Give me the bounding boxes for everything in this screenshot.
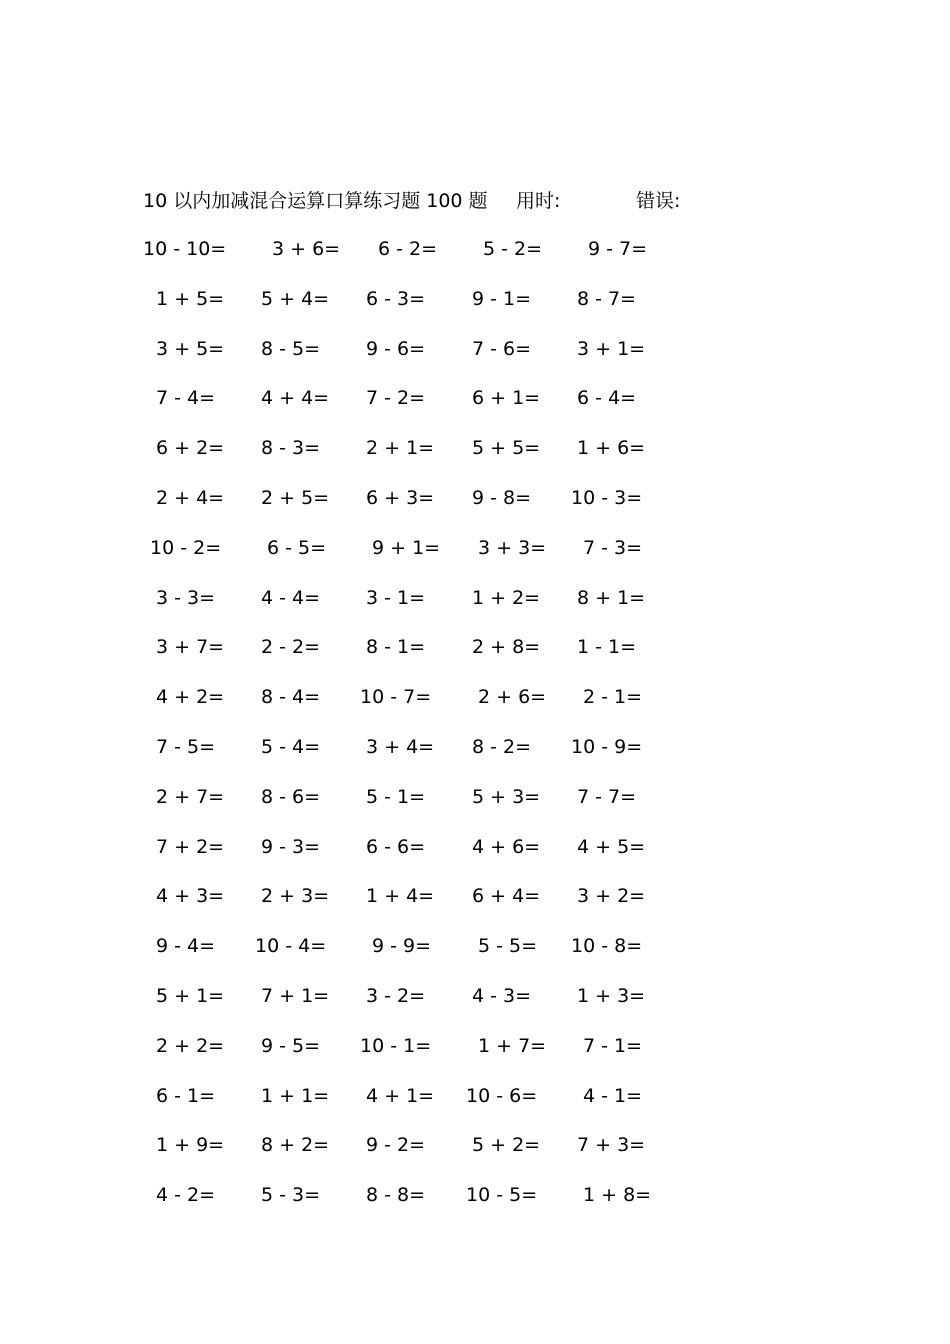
problem-row [0, 1177, 950, 1213]
problem-item: 9 - 5= [261, 1034, 321, 1057]
problem-item: 7 - 2= [366, 387, 426, 410]
problem-row [0, 729, 950, 765]
problem-item: 7 - 7= [577, 785, 637, 808]
problem-row [0, 331, 950, 367]
problem-item: 10 - 4= [255, 935, 327, 958]
problem-item: 6 - 6= [366, 835, 426, 858]
problem-item: 1 + 5= [156, 287, 225, 310]
problem-item: 1 + 7= [478, 1034, 547, 1057]
problem-item: 5 + 3= [472, 785, 541, 808]
problem-item: 5 - 2= [483, 238, 543, 260]
problem-item: 3 + 4= [366, 736, 435, 758]
problem-item: 10 - 3= [571, 487, 643, 509]
problem-row [0, 928, 950, 964]
problem-item: 7 + 3= [577, 1134, 646, 1157]
problem-item: 8 - 6= [261, 785, 321, 808]
problem-item: 8 - 4= [261, 686, 321, 709]
problem-item: 9 - 2= [366, 1134, 426, 1157]
problem-item: 5 + 1= [156, 985, 225, 1007]
problem-item: 10 - 8= [571, 935, 643, 958]
problem-row [0, 679, 950, 715]
problem-item: 4 + 5= [577, 835, 646, 858]
problem-row [0, 530, 950, 566]
problem-row [0, 1127, 950, 1163]
problem-item: 8 - 8= [366, 1184, 426, 1207]
problem-item: 7 - 1= [583, 1034, 643, 1057]
problem-item: 4 + 3= [156, 885, 225, 908]
problem-item: 1 + 6= [577, 437, 646, 460]
problem-item: 2 + 2= [156, 1034, 225, 1057]
problem-item: 3 + 1= [577, 337, 646, 360]
problem-item: 1 + 3= [577, 985, 646, 1007]
problem-item: 6 - 4= [577, 387, 637, 410]
problem-item: 9 - 6= [366, 337, 426, 360]
problem-item: 6 + 2= [156, 437, 225, 460]
problem-row [0, 580, 950, 616]
problem-row [0, 629, 950, 665]
problem-item: 1 + 2= [472, 586, 541, 609]
problem-item: 10 - 6= [466, 1084, 538, 1107]
problem-item: 3 + 3= [478, 536, 547, 559]
problem-item: 4 - 4= [261, 586, 321, 609]
problem-item: 4 - 3= [472, 985, 532, 1007]
problem-item: 3 + 5= [156, 337, 225, 360]
problem-item: 4 - 1= [583, 1084, 643, 1107]
problem-item: 1 + 8= [583, 1184, 652, 1207]
problem-row [0, 380, 950, 416]
problem-item: 7 - 6= [472, 337, 532, 360]
problem-item: 5 - 1= [366, 785, 426, 808]
problem-item: 5 - 3= [261, 1184, 321, 1207]
problem-item: 9 - 7= [588, 238, 648, 260]
problem-item: 7 + 1= [261, 985, 330, 1007]
problem-item: 8 - 3= [261, 437, 321, 460]
problem-row [0, 231, 950, 267]
problem-item: 6 - 1= [156, 1084, 216, 1107]
problem-item: 3 - 1= [366, 586, 426, 609]
problem-item: 6 + 3= [366, 487, 435, 509]
problem-item: 8 - 1= [366, 636, 426, 659]
problem-item: 3 - 3= [156, 586, 216, 609]
problem-item: 5 + 4= [261, 287, 330, 310]
problem-item: 6 - 5= [267, 536, 327, 559]
problem-item: 2 + 8= [472, 636, 541, 659]
problem-row [0, 480, 950, 516]
problem-item: 2 - 1= [583, 686, 643, 709]
problem-item: 2 + 4= [156, 487, 225, 509]
problem-item: 8 - 5= [261, 337, 321, 360]
problem-item: 1 + 1= [261, 1084, 330, 1107]
problem-item: 8 - 2= [472, 736, 532, 758]
problem-item: 6 + 1= [472, 387, 541, 410]
problem-row [0, 779, 950, 815]
problem-item: 9 - 9= [372, 935, 432, 958]
problem-item: 9 + 1= [372, 536, 441, 559]
problem-item: 1 - 1= [577, 636, 637, 659]
problem-item: 10 - 10= [143, 238, 227, 260]
problem-item: 9 - 1= [472, 287, 532, 310]
problem-item: 3 - 2= [366, 985, 426, 1007]
problem-row [0, 1078, 950, 1114]
problem-item: 4 + 1= [366, 1084, 435, 1107]
problem-item: 8 + 2= [261, 1134, 330, 1157]
problem-item: 6 + 4= [472, 885, 541, 908]
problem-item: 3 + 6= [272, 238, 341, 260]
problem-item: 10 - 9= [571, 736, 643, 758]
problem-item: 5 + 5= [472, 437, 541, 460]
worksheet-title: 10 以内加减混合运算口算练习题 100 题 [143, 190, 488, 212]
problem-item: 8 + 1= [577, 586, 646, 609]
problem-row [0, 978, 950, 1014]
problem-item: 4 + 4= [261, 387, 330, 410]
problem-item: 5 - 4= [261, 736, 321, 758]
problem-item: 2 + 7= [156, 785, 225, 808]
problem-item: 7 - 3= [583, 536, 643, 559]
problem-item: 2 - 2= [261, 636, 321, 659]
problem-item: 4 + 6= [472, 835, 541, 858]
problem-row [0, 281, 950, 317]
problem-item: 10 - 5= [466, 1184, 538, 1207]
problem-item: 4 - 2= [156, 1184, 216, 1207]
problem-item: 10 - 7= [360, 686, 432, 709]
problem-row [0, 430, 950, 466]
problem-item: 2 + 1= [366, 437, 435, 460]
problem-item: 9 - 4= [156, 935, 216, 958]
problem-item: 9 - 8= [472, 487, 532, 509]
problem-item: 6 - 2= [378, 238, 438, 260]
problem-item: 6 - 3= [366, 287, 426, 310]
problem-item: 10 - 2= [150, 536, 222, 559]
problem-row [0, 878, 950, 914]
problem-item: 7 - 4= [156, 387, 216, 410]
problem-item: 1 + 4= [366, 885, 435, 908]
problem-row [0, 829, 950, 865]
errors-label: 错误: [636, 190, 681, 212]
problem-item: 2 + 5= [261, 487, 330, 509]
problem-item: 3 + 2= [577, 885, 646, 908]
problem-item: 1 + 9= [156, 1134, 225, 1157]
problem-item: 5 - 5= [478, 935, 538, 958]
time-label: 用时: [516, 190, 561, 212]
problem-item: 7 - 5= [156, 736, 216, 758]
problem-row [0, 1028, 950, 1064]
problem-item: 2 + 6= [478, 686, 547, 709]
problem-item: 9 - 3= [261, 835, 321, 858]
problem-item: 5 + 2= [472, 1134, 541, 1157]
problem-item: 3 + 7= [156, 636, 225, 659]
problem-item: 8 - 7= [577, 287, 637, 310]
problem-item: 4 + 2= [156, 686, 225, 709]
problem-item: 10 - 1= [360, 1034, 432, 1057]
problem-item: 2 + 3= [261, 885, 330, 908]
problem-item: 7 + 2= [156, 835, 225, 858]
